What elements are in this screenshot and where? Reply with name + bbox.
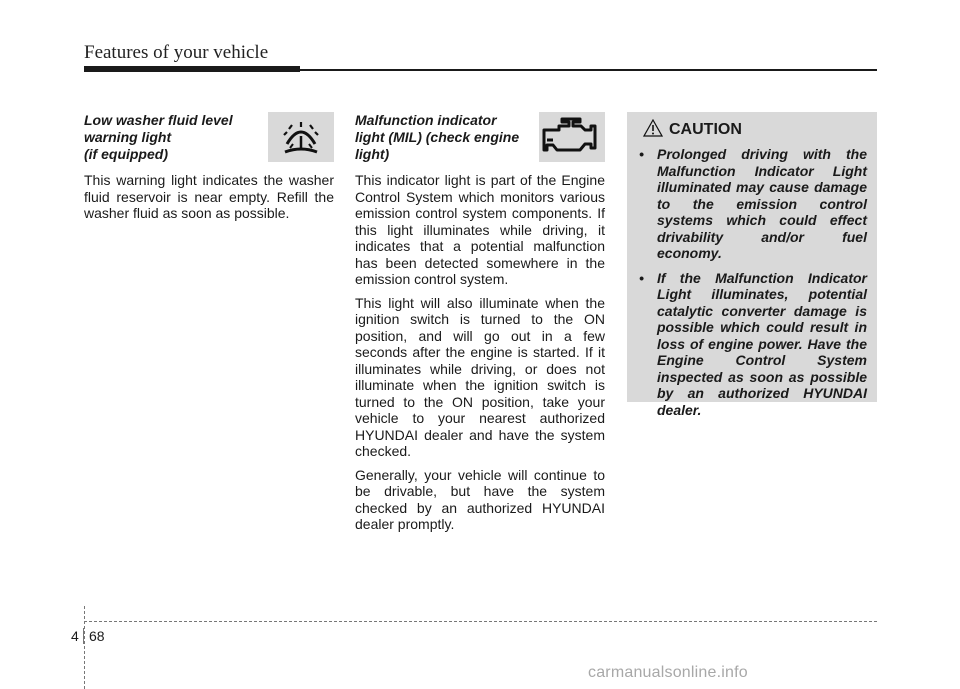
washer-title-line: warning light	[84, 129, 172, 145]
caution-item	[637, 146, 867, 262]
warning-triangle-icon	[643, 119, 663, 142]
mil-title-line: light)	[355, 146, 390, 162]
bullet: •	[639, 269, 644, 286]
washer-title-line: (if equipped)	[84, 146, 168, 162]
caution-box	[627, 112, 877, 418]
header-rule	[300, 69, 877, 71]
washer-section	[84, 112, 334, 229]
header-bar	[84, 66, 300, 72]
mil-section	[355, 112, 605, 540]
mil-title-line: Malfunction indicator	[355, 112, 497, 128]
mil-paragraph: This indicator light is part of the Engine Control System which monitors various emission control system components. If this light illuminates while driving, it indicates that a potential malfunction has been detected somewhere in the emission control system.	[355, 172, 605, 287]
caution-title: CAUTION	[669, 121, 742, 138]
caution-item-text: If the Malfunction Indicator Light illuminates, potential catalytic converter damage is possible which could result in loss of engine power. Have the Engine Control System inspected as soon as possible by an authorized HYUNDAI dealer.	[657, 269, 867, 418]
chapter-number: 4	[71, 628, 79, 644]
caution-item	[637, 270, 867, 419]
washer-header	[84, 112, 334, 172]
mil-title-line: light (MIL) (check engine	[355, 129, 520, 145]
caution-item-text: Prolonged driving with the Malfunction Indicator Light illuminated may cause damage to the emission control systems which could effect drivability and/or fuel economy.	[657, 146, 867, 261]
page-crop-line-vertical	[84, 606, 85, 689]
check-engine-icon	[539, 112, 605, 162]
bullet: •	[639, 146, 644, 162]
washer-title-line: Low washer fluid level	[84, 112, 233, 128]
washer-fluid-icon	[268, 112, 334, 162]
mil-header	[355, 112, 605, 172]
mil-title	[355, 112, 525, 163]
page-header-title: Features of your vehicle	[84, 42, 269, 63]
page-number-separator	[83, 628, 84, 644]
mil-paragraph: Generally, your vehicle will continue to be drivable, but have the system checked by an authorized HYUNDAI dealer promptly.	[355, 466, 605, 532]
page-crop-line-horizontal	[84, 621, 877, 622]
washer-title	[84, 112, 254, 163]
watermark: carmanualsonline.info	[588, 664, 748, 681]
mil-paragraph: This light will also illuminate when the ignition switch is turned to the ON position, and will go out in a few seconds after the engine is started. If it illuminates while driving, or does not illuminate when the ignition switch is turned to the ON position, take your vehicle to your nearest authorized HYUNDAI dealer and have the system checked.	[355, 294, 605, 459]
caution-list	[637, 146, 867, 418]
caution-header	[643, 120, 867, 140]
washer-description: This warning light indicates the washer fluid reservoir is near empty. Refill the washer fluid as soon as possible.	[84, 172, 334, 221]
page-number: 68	[89, 628, 105, 644]
